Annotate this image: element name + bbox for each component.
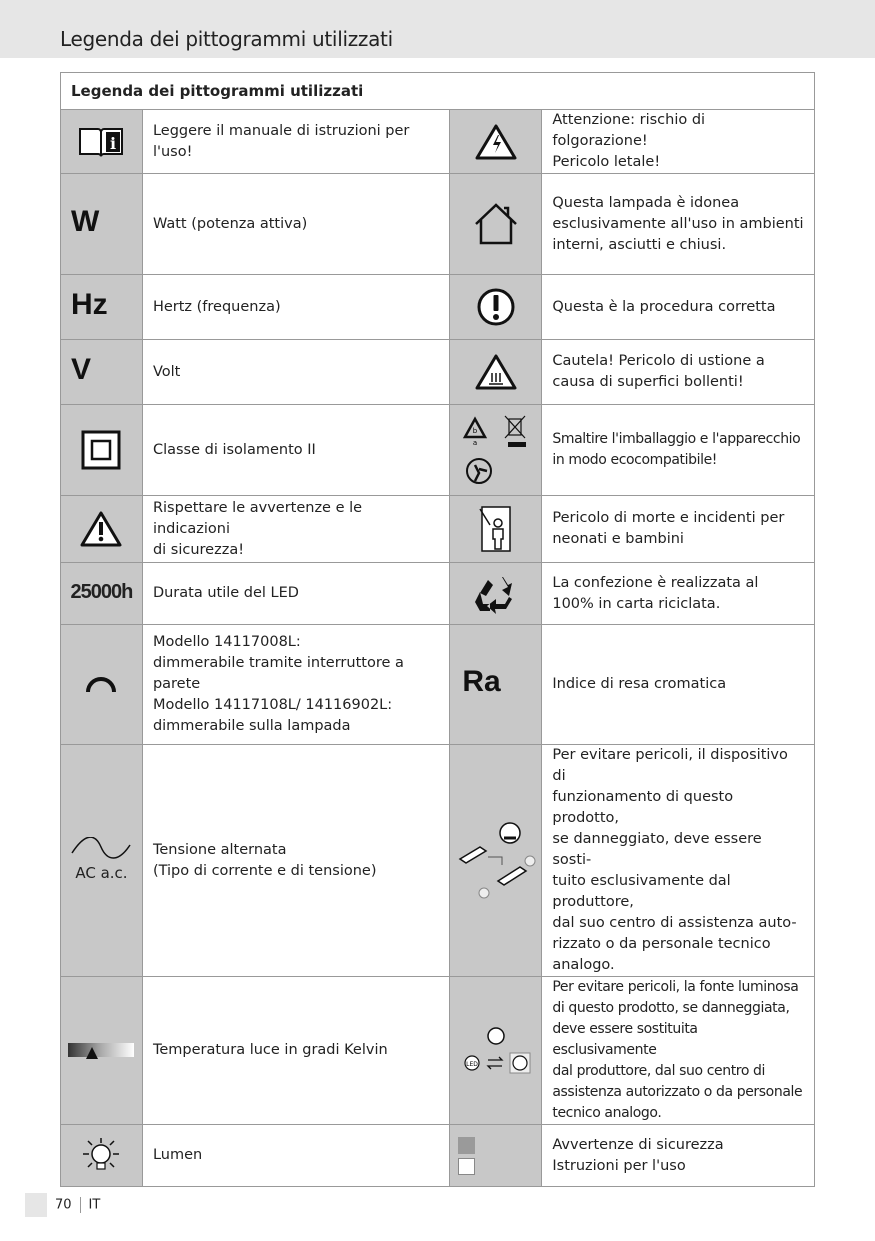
page-title: Legenda dei pittogrammi utilizzati xyxy=(60,27,393,51)
recycling-disposal-icons xyxy=(450,405,542,496)
row-text-line: dimmerabile tramite interruttore a xyxy=(152,655,404,671)
row-text-line: dal produttore, dal suo centro di xyxy=(552,1063,766,1079)
row-text-line: rizzato o da personale tecnico xyxy=(552,936,771,952)
row-text-line: l'uso! xyxy=(152,143,193,160)
row-text-line: di sicurezza! xyxy=(152,541,245,558)
row-text-line: interni, asciutti e chiusi. xyxy=(552,236,727,253)
color-rendering-symbol: Ra xyxy=(462,665,501,698)
row-text-line: Per evitare pericoli, il dispositivo di xyxy=(552,747,788,784)
electric-shock-warning-icon xyxy=(450,110,542,174)
row-text-line: Smaltire l'imballaggio e l'apparecchio xyxy=(552,431,801,447)
table-row xyxy=(61,174,815,275)
watt-symbol: W xyxy=(71,204,100,238)
row-text-line: Cautela! Pericolo di ustione a xyxy=(552,353,765,369)
row-text-line: Pericolo letale! xyxy=(552,154,661,170)
table-row xyxy=(61,496,815,563)
table-row xyxy=(61,275,815,340)
table-row xyxy=(61,625,815,745)
row-text-line: tecnico analogo. xyxy=(552,1105,662,1121)
row-text-line: 100% in carta riciclata. xyxy=(552,595,721,612)
manual-info-icon xyxy=(61,110,143,174)
row-text-line: parete xyxy=(152,676,201,692)
kelvin-scale-icon xyxy=(61,977,143,1125)
row-text-line: Modello 14117008L: xyxy=(152,634,301,650)
child-danger-icon xyxy=(450,496,542,563)
led-lifetime-symbol: 25000h xyxy=(70,581,133,603)
svg-text:i: i xyxy=(110,133,117,153)
row-text-line: Questa è la procedura corretta xyxy=(552,298,776,315)
row-text-line: Avvertenze di sicurezza xyxy=(552,1136,724,1153)
row-text-line: Indice di resa cromatica xyxy=(552,676,727,692)
table-row xyxy=(61,340,815,405)
table-row xyxy=(61,110,815,174)
row-text-line: tuito esclusivamente dal produttore, xyxy=(552,873,731,910)
row-text-line: Temperatura luce in gradi Kelvin xyxy=(152,1042,388,1058)
row-text-line: neonati e bambini xyxy=(552,531,684,547)
volt-symbol: V xyxy=(71,352,92,386)
row-text-line: deve essere sostituita esclusivamente xyxy=(552,1021,698,1058)
row-text-line: Modello 14117108L/ 14116902L: xyxy=(152,697,393,713)
row-text-line: Per evitare pericoli, la fonte luminosa xyxy=(552,979,799,995)
page-footer xyxy=(55,1197,100,1213)
lumen-bulb-icon xyxy=(61,1125,143,1187)
page-header xyxy=(0,0,875,58)
row-text-line: Tensione alternata xyxy=(152,841,287,858)
row-text-line: Attenzione: rischio di folgorazione! xyxy=(552,112,706,149)
alternating-current-icon xyxy=(61,745,143,977)
row-text-line: Rispettare le avvertenze e le indicazioni xyxy=(152,499,363,537)
material-code-a: a xyxy=(472,439,478,447)
row-text-line: analogo. xyxy=(552,957,615,973)
table-row xyxy=(61,1125,815,1187)
row-text-line: in modo ecocompatibile! xyxy=(552,452,717,468)
page-number: 70 xyxy=(55,1197,72,1213)
replace-led-icon xyxy=(450,977,542,1125)
row-text-line: Leggere il manuale di istruzioni per xyxy=(152,122,410,139)
table-row xyxy=(61,977,815,1125)
row-text-line: dimmerabile sulla lampada xyxy=(152,718,351,734)
row-text-line: assistenza autorizzato o da personale xyxy=(552,1084,803,1100)
gray-white-squares-icon xyxy=(450,1125,542,1187)
hertz-symbol: Hz xyxy=(71,287,108,321)
dimmable-icon xyxy=(61,625,143,745)
table-row xyxy=(61,405,815,496)
hot-surface-warning-icon xyxy=(450,340,542,405)
table-title: Legenda dei pittogrammi utilizzati xyxy=(61,73,815,110)
table-row xyxy=(61,745,815,977)
row-text-line: (Tipo di corrente e di tensione) xyxy=(152,862,377,879)
row-text-line: Watt (potenza attiva) xyxy=(152,215,308,232)
warning-triangle-icon xyxy=(61,496,143,563)
led-label: LED xyxy=(465,1060,478,1068)
row-text-line: di questo prodotto, se danneggiata, xyxy=(552,1000,790,1016)
replace-driver-icon xyxy=(450,745,542,977)
protection-class-2-icon xyxy=(61,405,143,496)
row-text-line: esclusivamente all'uso in ambienti xyxy=(552,215,804,232)
language-code: IT xyxy=(88,1197,101,1213)
row-text-line: se danneggiato, deve essere sosti- xyxy=(552,831,762,868)
row-text-line: Volt xyxy=(152,363,181,380)
row-text-line: causa di superfici bollenti! xyxy=(552,374,744,390)
row-text-line: Durata utile del LED xyxy=(152,585,299,601)
ac-label: AC a.c. xyxy=(75,864,128,882)
row-text-line: Classe di isolamento II xyxy=(152,441,316,458)
material-code-b: b xyxy=(472,427,478,435)
footer-marker xyxy=(25,1193,47,1217)
house-icon xyxy=(450,174,542,275)
row-text-line: funzionamento di questo prodotto, xyxy=(552,789,734,826)
row-text-line: Questa lampada è idonea xyxy=(552,194,740,211)
row-text-line: Istruzioni per l'uso xyxy=(552,1157,686,1174)
pictogram-legend-table xyxy=(60,72,815,1187)
row-text-line: Pericolo di morte e incidenti per xyxy=(552,510,785,526)
table-row xyxy=(61,563,815,625)
row-text-line: La confezione è realizzata al xyxy=(552,574,759,591)
row-text-line: Lumen xyxy=(152,1147,203,1163)
recycle-icon xyxy=(450,563,542,625)
row-text-line: dal suo centro di assistenza auto- xyxy=(552,915,797,931)
row-text-line: Hertz (frequenza) xyxy=(152,298,281,315)
exclamation-circle-icon xyxy=(450,275,542,340)
